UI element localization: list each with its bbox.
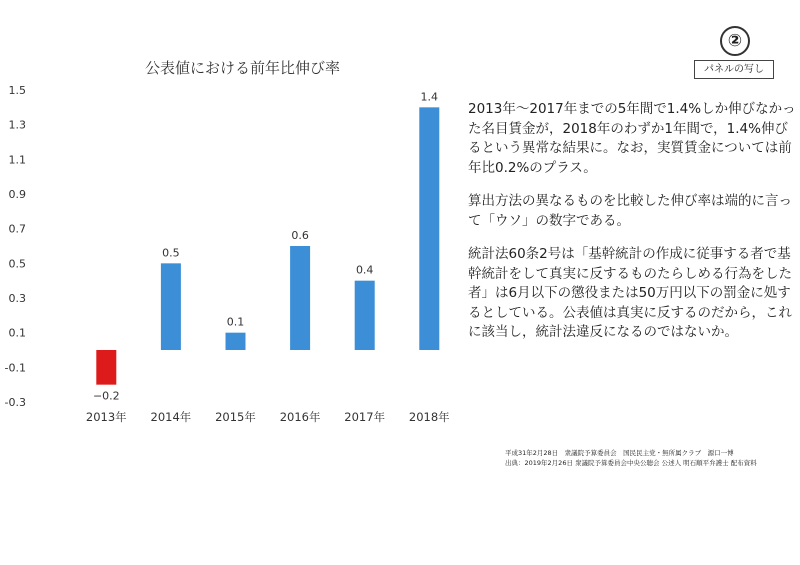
panel-number-badge: ② bbox=[720, 26, 750, 56]
source-line-2: 出典：2019年2月26日 衆議院予算委員会中央公聴会 公述人 明石順平弁護士 配布資料 bbox=[505, 459, 757, 467]
y-tick-label: 0.5 bbox=[8, 257, 26, 271]
y-tick-label: 0.1 bbox=[8, 326, 26, 340]
chart-title: 公表値における前年比伸び率 bbox=[145, 59, 341, 77]
panel-label-box: パネルの写し bbox=[694, 60, 774, 79]
data-label: 0.6 bbox=[291, 229, 309, 242]
bar-2014年 bbox=[161, 263, 181, 350]
source-line-1: 平成31年2月28日 衆議院予算委員会 国民民主党・無所属クラブ 源口一博 bbox=[505, 449, 734, 457]
data-label: 0.5 bbox=[162, 246, 180, 260]
data-label: 0.1 bbox=[226, 315, 245, 329]
x-tick-label: 2013年 bbox=[85, 410, 127, 424]
x-tick-label: 2015年 bbox=[215, 410, 256, 424]
data-label: 1.4 bbox=[420, 90, 439, 104]
bar-2017年 bbox=[355, 281, 375, 350]
bar-chart bbox=[0, 0, 460, 440]
bar-2016年 bbox=[290, 246, 310, 350]
y-tick-label: -0.1 bbox=[4, 361, 26, 375]
y-tick-label: -0.3 bbox=[4, 396, 26, 409]
commentary-paragraph-2: 算出方法の異なるものを比較した伸び率は端的に言って「ウソ」の数字である。 bbox=[468, 193, 792, 229]
commentary-text bbox=[468, 100, 798, 357]
y-tick-label: 1.1 bbox=[8, 153, 26, 167]
y-tick-label: 0.3 bbox=[8, 292, 26, 305]
x-tick-label: 2017年 bbox=[344, 410, 386, 424]
x-tick-label: 2014年 bbox=[150, 410, 192, 424]
y-tick-label: 1.3 bbox=[8, 118, 26, 132]
data-label: −0.2 bbox=[92, 389, 120, 403]
commentary-paragraph-3: 統計法60条2号は「基幹統計の作成に従事する者で基幹統計をして真実に反するものたらしめる行為をした者」は6月以下の懲役または50万円以下の罰金に処するとしている。公表値は真実に反するのだから，これに該当し，統計法違反になるのではないか。 bbox=[468, 246, 792, 340]
bar-2015年 bbox=[226, 333, 246, 350]
y-tick-label: 1.5 bbox=[8, 84, 26, 97]
x-tick-label: 2016年 bbox=[279, 410, 321, 424]
commentary-paragraph-1: 2013年～2017年までの5年間で1.4%しか伸びなかった名目賃金が，2018年のわずか1年間で，1.4%伸びるという異常な結果に。なお，実質賃金については前年比0.2%のプラス。 bbox=[468, 101, 796, 176]
bar-2013年 bbox=[96, 350, 116, 385]
y-tick-label: 0.9 bbox=[8, 188, 26, 201]
y-tick-label: 0.7 bbox=[8, 222, 26, 236]
x-tick-label: 2018年 bbox=[408, 410, 450, 424]
data-label: 0.4 bbox=[355, 263, 374, 277]
source-note bbox=[505, 448, 757, 468]
bar-2018年 bbox=[419, 107, 439, 350]
